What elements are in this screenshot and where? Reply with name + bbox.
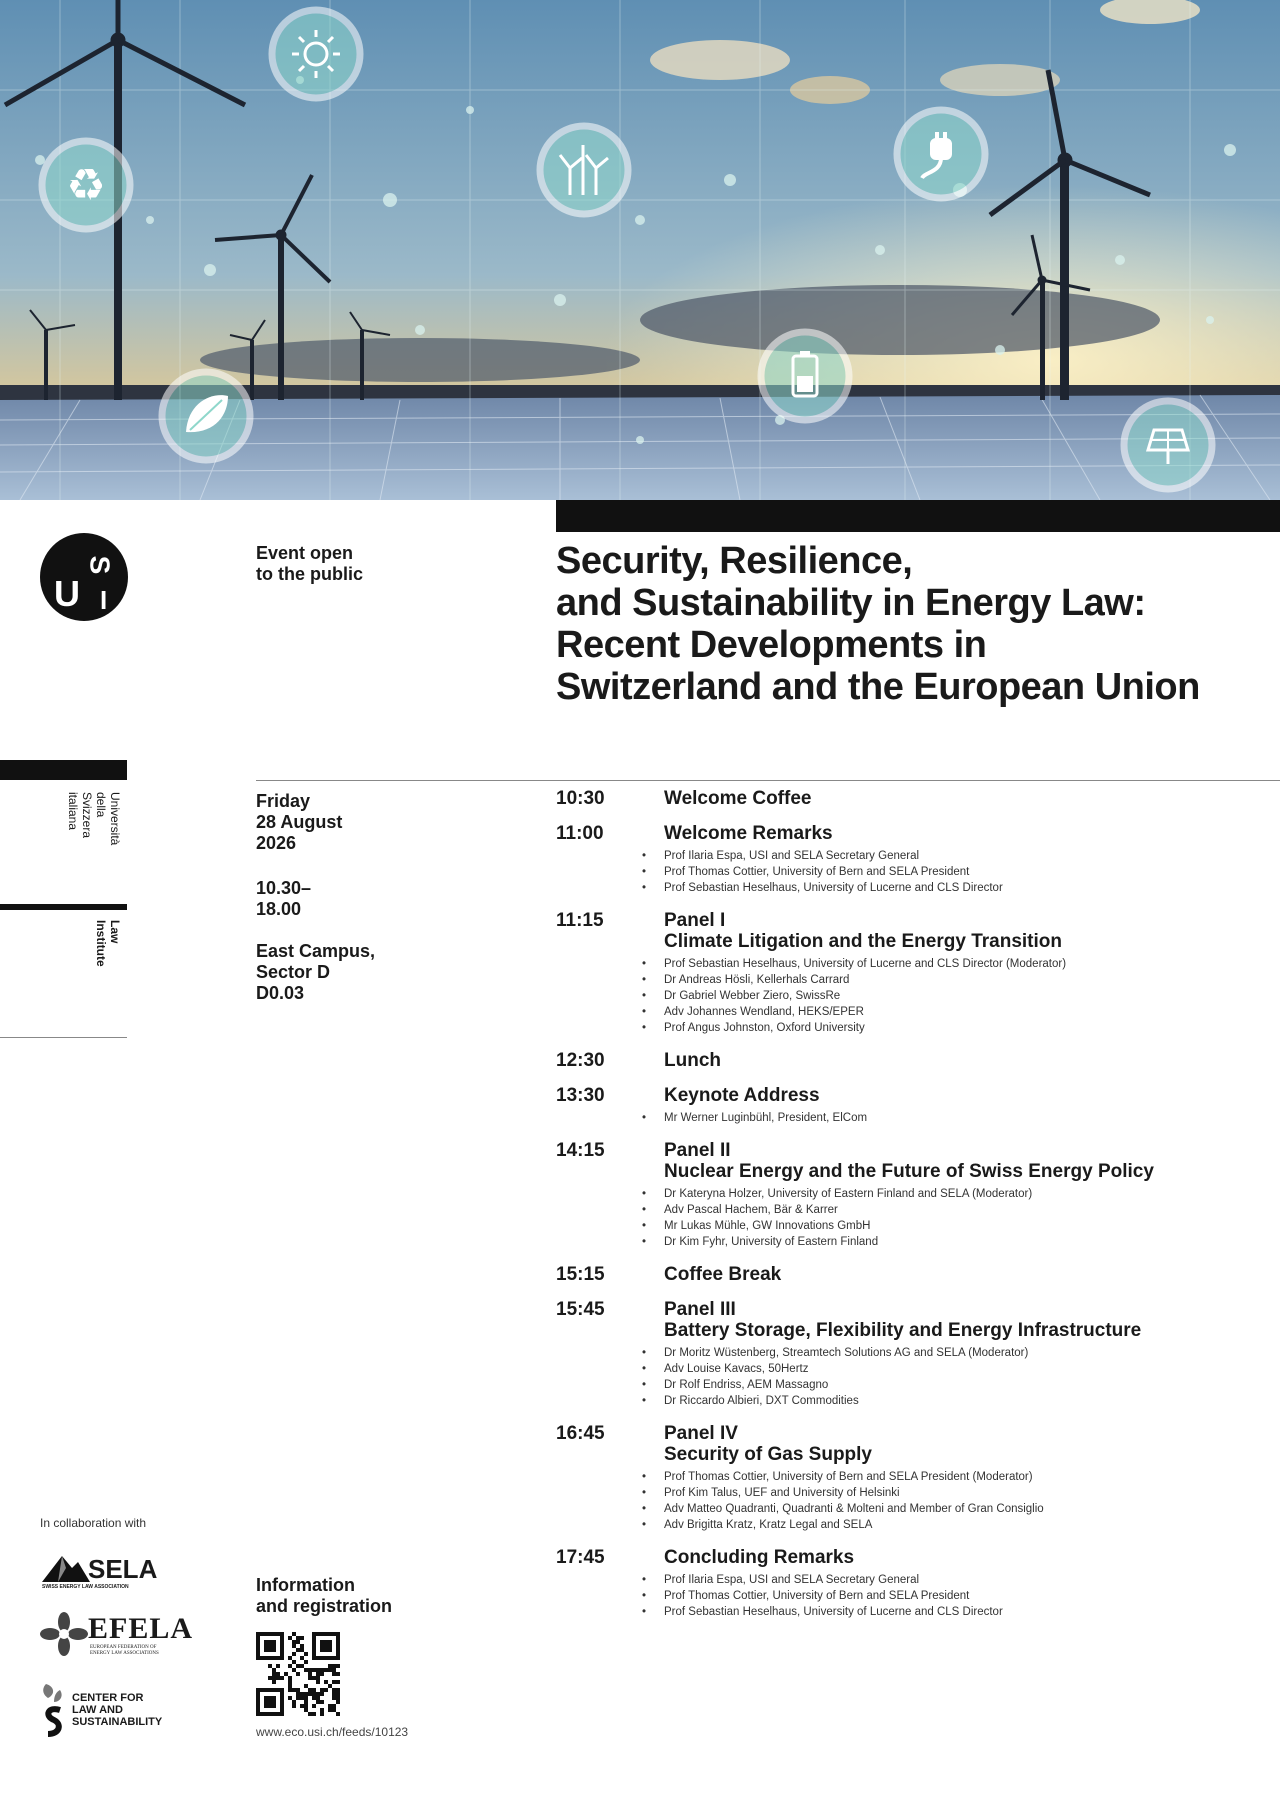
program-divider <box>256 780 1280 781</box>
title-line: Recent Developments in <box>556 624 987 666</box>
speaker-item: • Prof Angus Johnston, Oxford University <box>642 1020 1256 1036</box>
cls-name-line: CENTER FOR <box>72 1692 144 1704</box>
wind-turbine-icon <box>540 126 628 214</box>
left-rule-bottom <box>0 1037 127 1038</box>
slot-title: Nuclear Energy and the Future of Swiss Energy Policy <box>664 1161 1154 1182</box>
speaker-item: • Prof Kim Talus, UEF and University of Helsinki <box>642 1485 1256 1501</box>
speaker-item: • Adv Matteo Quadranti, Quadranti & Molteni and Member of Gran Consiglio <box>642 1501 1256 1517</box>
speaker-item: • Dr Moritz Wüstenberg, Streamtech Solutions AG and SELA (Moderator) <box>642 1345 1256 1361</box>
slot-body <box>664 1050 1256 1071</box>
speaker-item: • Prof Sebastian Heselhaus, University of Lucerne and CLS Director (Moderator) <box>642 956 1256 972</box>
left-rule-mid <box>0 904 127 910</box>
cls-leaf-icon <box>40 1680 68 1738</box>
speaker-item: • Adv Louise Kavacs, 50Hertz <box>642 1361 1256 1377</box>
title-line: and Sustainability in Energy Law: <box>556 582 1146 624</box>
program-slot <box>556 1050 1256 1071</box>
speaker-item: • Prof Ilaria Espa, USI and SELA Secretary General <box>642 848 1256 864</box>
title-line: Switzerland and the European Union <box>556 666 1200 708</box>
sela-logo <box>40 1548 158 1599</box>
institute-name: Law Institute <box>94 920 122 967</box>
slot-body <box>664 1299 1256 1409</box>
slot-title: Concluding Remarks <box>664 1547 855 1568</box>
registration-label: Information and registration <box>256 1575 393 1616</box>
logo-letter-u: U <box>54 573 80 614</box>
logo-letter-s: S <box>84 555 116 575</box>
hero-image <box>0 0 1280 500</box>
cls-name <box>72 1692 162 1728</box>
efela-logo <box>40 1612 194 1661</box>
slot-time: 15:15 <box>556 1264 605 1285</box>
usi-logo <box>40 533 128 621</box>
program-slot <box>556 1423 1256 1533</box>
sela-subtitle: SWISS ENERGY LAW ASSOCIATION <box>42 1584 129 1590</box>
slot-time: 11:00 <box>556 823 604 844</box>
speaker-item: • Prof Ilaria Espa, USI and SELA Secretary General <box>642 1572 1256 1588</box>
university-name-line: della <box>94 792 108 818</box>
university-name-line: Svizzera <box>80 792 94 839</box>
title-accent-bar <box>556 500 1280 532</box>
university-name-line: italiana <box>66 792 80 831</box>
slot-time: 12:30 <box>556 1050 605 1071</box>
slot-time: 16:45 <box>556 1423 605 1444</box>
speaker-item: • Dr Rolf Endriss, AEM Massagno <box>642 1377 1256 1393</box>
speaker-list <box>642 1186 1256 1250</box>
slot-title: Panel II <box>664 1140 731 1161</box>
program-slot <box>556 910 1256 1036</box>
title-line: Security, Resilience, <box>556 540 913 582</box>
logo-letter-i: I <box>100 585 108 615</box>
efela-subtitle: EUROPEAN FEDERATION OF ENERGY LAW ASSOCIATIONS <box>90 1645 159 1656</box>
program-slot <box>556 1085 1256 1126</box>
program-slot <box>556 1547 1256 1620</box>
slot-title: Panel I <box>664 910 726 931</box>
location-line: D0.03 <box>256 983 305 1003</box>
event-day: Friday <box>256 791 311 811</box>
program-slot <box>556 1264 1256 1285</box>
speaker-item: • Adv Brigitta Kratz, Kratz Legal and SELA <box>642 1517 1256 1533</box>
event-location <box>256 941 375 1004</box>
speaker-item: • Prof Thomas Cottier, University of Bern and SELA President <box>642 864 1256 880</box>
battery-icon <box>761 332 849 420</box>
event-time-range: 10.30– 18.00 <box>256 878 312 919</box>
speaker-list <box>642 1345 1256 1409</box>
leaf-icon <box>162 372 250 460</box>
slot-title: Welcome Remarks <box>664 823 833 844</box>
slot-title: Welcome Coffee <box>664 788 812 809</box>
slot-title: Coffee Break <box>664 1264 782 1285</box>
speaker-item: • Dr Gabriel Webber Ziero, SwissRe <box>642 988 1256 1004</box>
speaker-item: • Adv Pascal Hachem, Bär & Karrer <box>642 1202 1256 1218</box>
slot-title: Lunch <box>664 1050 721 1071</box>
plug-icon <box>897 110 985 198</box>
speaker-item: • Prof Sebastian Heselhaus, University of Lucerne and CLS Director <box>642 1604 1256 1620</box>
solar-panel-icon <box>1124 401 1212 489</box>
collaboration-label: In collaboration with <box>40 1516 147 1530</box>
speaker-item: • Prof Thomas Cottier, University of Bern and SELA President (Moderator) <box>642 1469 1256 1485</box>
program-slot <box>556 1299 1256 1409</box>
speaker-item: • Adv Johannes Wendland, HEKS/EPER <box>642 1004 1256 1020</box>
slot-body <box>664 788 1256 809</box>
event-date-line: 2026 <box>256 833 297 853</box>
program-slot <box>556 788 1256 809</box>
sun-icon <box>272 10 360 98</box>
efela-flower-icon <box>40 1612 88 1656</box>
cls-name-line: LAW AND <box>72 1704 123 1716</box>
slot-body <box>664 1547 1256 1620</box>
speaker-list <box>642 1110 1256 1126</box>
slot-body <box>664 910 1256 1036</box>
svg-text:♻: ♻ <box>66 160 106 211</box>
slot-body <box>664 823 1256 896</box>
location-line: East Campus, <box>256 941 376 961</box>
speaker-item: • Mr Lukas Mühle, GW Innovations GmbH <box>642 1218 1256 1234</box>
speaker-list <box>642 1469 1256 1533</box>
slot-time: 17:45 <box>556 1547 605 1568</box>
speaker-item: • Dr Andreas Hösli, Kellerhals Carrard <box>642 972 1256 988</box>
slot-body <box>664 1264 1256 1285</box>
sela-name: SELA <box>88 1554 158 1584</box>
slot-body <box>664 1140 1256 1250</box>
efela-name: EFELA <box>88 1612 194 1645</box>
slot-time: 13:30 <box>556 1085 605 1106</box>
slot-title: Security of Gas Supply <box>664 1444 872 1465</box>
cls-name-line: SUSTAINABILITY <box>72 1716 163 1728</box>
speaker-list <box>642 956 1256 1036</box>
slot-title: Climate Litigation and the Energy Transition <box>664 931 1062 952</box>
slot-time: 10:30 <box>556 788 605 809</box>
slot-title: Keynote Address <box>664 1085 820 1106</box>
university-name-line: Università <box>108 792 122 846</box>
event-status: Event open to the public <box>256 543 363 584</box>
speaker-list <box>642 848 1256 896</box>
slot-title: Panel III <box>664 1299 736 1320</box>
left-rule-top <box>0 760 127 780</box>
slot-title: Panel IV <box>664 1423 738 1444</box>
qr-code[interactable] <box>256 1632 340 1716</box>
speaker-list <box>642 1572 1256 1620</box>
recycle-icon <box>42 141 130 229</box>
speaker-item: • Dr Kateryna Holzer, University of Eastern Finland and SELA (Moderator) <box>642 1186 1256 1202</box>
page-title <box>556 540 1256 708</box>
speaker-item: • Prof Sebastian Heselhaus, University of Lucerne and CLS Director <box>642 880 1256 896</box>
speaker-item: • Dr Riccardo Albieri, DXT Commodities <box>642 1393 1256 1409</box>
slot-title: Battery Storage, Flexibility and Energy Infrastructure <box>664 1320 1142 1341</box>
program-slot <box>556 823 1256 896</box>
university-name <box>66 792 122 892</box>
slot-time: 15:45 <box>556 1299 605 1320</box>
program-slot <box>556 1140 1256 1250</box>
registration-url[interactable]: www.eco.usi.ch/feeds/10123 <box>256 1725 409 1739</box>
slot-time: 14:15 <box>556 1140 605 1161</box>
speaker-item: • Prof Thomas Cottier, University of Bern and SELA President <box>642 1588 1256 1604</box>
speaker-item: • Dr Kim Fyhr, University of Eastern Finland <box>642 1234 1256 1250</box>
speaker-item: • Mr Werner Luginbühl, President, ElCom <box>642 1110 1256 1126</box>
program-schedule <box>556 788 1256 1634</box>
location-line: Sector D <box>256 962 331 982</box>
event-date-line: 28 August <box>256 812 343 832</box>
cls-logo <box>40 1680 163 1743</box>
slot-time: 11:15 <box>556 910 604 931</box>
slot-body <box>664 1423 1256 1533</box>
slot-body <box>664 1085 1256 1126</box>
event-date <box>256 791 342 854</box>
